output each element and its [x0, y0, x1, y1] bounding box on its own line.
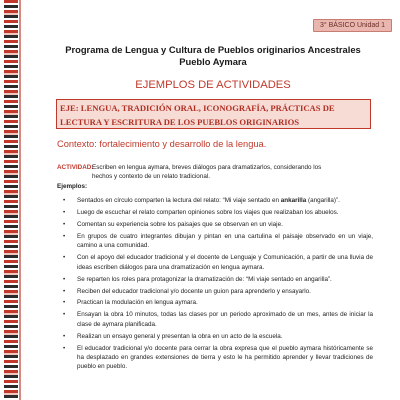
example-text: Comentan su experiencia sobre los paisajes que se observan en un viaje.: [77, 220, 283, 228]
bullet-icon: •: [63, 299, 66, 307]
program-title: Programa de Lengua y Cultura de Pueblos originarios Ancestrales: [65, 44, 361, 55]
eje-line-1: EJE: LENGUA, TRADICIÓN ORAL, ICONOGRAFÍA, PRÁCTICAS DE: [60, 103, 335, 113]
bullet-icon: •: [63, 220, 66, 228]
aymara-pattern-strip: [4, 0, 18, 400]
example-item: [57, 208, 373, 217]
actividad-text-2: hechos y contexto de un relato tradicional.: [92, 173, 210, 181]
actividad-text-1: Escriben en lengua aymara, breves diálogos para dramatizarlos, considerando los: [92, 164, 322, 171]
example-text: Ensayan la obra 10 minutos, todas las clases por un periodo aproximado de un mes, antes de iniciar la clase de aymara planificada.: [77, 311, 373, 328]
bullet-icon: •: [63, 197, 66, 204]
example-text: En grupos de cuatro integrantes dibujan y pintan en una cartulina el paisaje observado en un viaje, camino a una comunidad.: [77, 232, 373, 250]
examples-list: [57, 196, 373, 374]
bullet-icon: •: [63, 254, 66, 262]
example-text: Luego de escuchar el relato comparten opiniones sobre los viajes que realizaban los abuelos.: [77, 208, 339, 216]
example-item: [57, 310, 373, 329]
border-line: [19, 0, 21, 400]
program-subtitle: Pueblo Aymara: [179, 56, 247, 67]
example-text: Realizan un ensayo general y presentan la obra en un acto de la escuela.: [77, 332, 283, 340]
bullet-icon: •: [63, 344, 66, 352]
example-text: Sentados en círculo comparten la lectura del relato: “Mi viaje sentado en: [77, 197, 281, 204]
contexto-heading: Contexto: fortalecimiento y desarrollo de la lengua.: [57, 139, 267, 149]
example-text: El educador tradicional y/o docente para cerrar la obra expresa que el pueblo aymara históricamente se ha desplazado en grandes extensiones de tierra y esto le ha permitido aprender y llevar tradiciones de pueblo en pueblo.: [77, 344, 373, 371]
example-text-end: (angarilla)”.: [306, 197, 340, 204]
example-item: [57, 275, 373, 284]
actividad-block: [57, 163, 369, 182]
eje-line-2: LECTURA Y ESCRITURA DE LOS PUEBLOS ORIGINARIOS: [60, 117, 300, 127]
example-text: Practican la modulación en lengua aymara.: [77, 299, 198, 307]
example-item: [57, 196, 373, 205]
eje-box: [56, 99, 371, 129]
ejemplos-label: Ejemplos:: [57, 183, 88, 190]
decorative-border: [0, 0, 26, 400]
example-text: Con el apoyo del educador tradicional y el docente de Lenguaje y Comunicación, a partir de una lluvia de ideas escriben diálogos para una dramatización en lengua aymara.: [77, 254, 373, 271]
bullet-icon: •: [63, 275, 66, 283]
example-item: [57, 332, 373, 341]
section-title: EJEMPLOS DE ACTIVIDADES: [135, 79, 291, 91]
example-item: [57, 253, 373, 272]
bullet-icon: •: [63, 332, 66, 340]
actividad-label: ACTIVIDAD:: [57, 164, 94, 171]
example-bold-term: ankarilla: [280, 197, 307, 204]
grade-unit-badge: 3° BÁSICO Unidad 1: [313, 19, 392, 32]
example-item: [57, 298, 373, 307]
bullet-icon: •: [63, 287, 66, 295]
example-item: [57, 287, 373, 296]
example-text: Se reparten los roles para protagonizar la dramatización de: “Mi viaje sentado en angarilla”.: [77, 275, 332, 283]
bullet-icon: •: [63, 311, 66, 319]
example-item: [57, 220, 373, 229]
example-text: Reciben del educador tradicional y/o docente un guion para aprenderlo y ensayarlo.: [77, 287, 311, 295]
bullet-icon: •: [63, 208, 66, 216]
example-item: [57, 232, 373, 251]
example-item: [57, 344, 373, 372]
bullet-icon: •: [63, 232, 66, 240]
